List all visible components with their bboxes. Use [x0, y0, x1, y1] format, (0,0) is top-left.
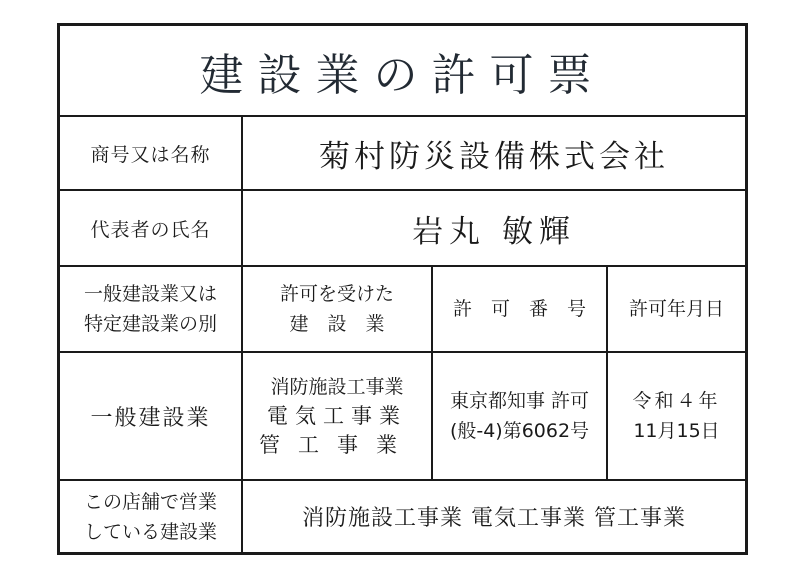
sign-title: 建設業の許可票	[199, 49, 606, 101]
permitted-works-list	[243, 353, 431, 479]
permit-number-line-2: (般-4)第6062号	[449, 420, 590, 442]
store-work-label	[60, 481, 241, 552]
permit-number-value	[433, 353, 606, 479]
company-name-value: 菊村防災設備株式会社	[319, 138, 669, 175]
permitted-work-item: 管工事業	[259, 433, 415, 457]
permitted-work-item: 消防施設工事業	[270, 376, 404, 398]
permit-category-value: 一般建設業	[90, 405, 211, 431]
permit-number-header: 許 可 番 号	[452, 298, 586, 320]
category-header-line-2: 特定建設業の別	[83, 313, 217, 335]
permitted-work-item: 電気工事業	[267, 404, 407, 428]
permit-number-line-1: 東京都知事 許可	[449, 390, 590, 412]
category-header-line-1: 一般建設業又は	[83, 283, 217, 305]
representative-value: 岩丸 敏輝	[412, 213, 576, 250]
store-work-label-line-2: している建設業	[83, 520, 217, 543]
permit-date-line-2: 11月15日	[633, 420, 720, 442]
permit-date-value	[608, 353, 745, 479]
company-name-label: 商号又は名称	[90, 143, 211, 166]
store-work-label-line-1: この店舗で営業	[83, 490, 217, 513]
permit-date-header: 許可年月日	[628, 298, 724, 320]
permitted-work-header	[243, 267, 431, 351]
representative-label: 代表者の氏名	[90, 218, 211, 241]
permitted-work-header-line-1: 許可を受けた	[279, 283, 394, 305]
permitted-work-header-line-2: 建 設 業	[289, 313, 385, 335]
store-work-value: 消防施設工事業 電気工事業 管工事業	[302, 506, 686, 531]
category-header	[60, 267, 241, 351]
permit-sign-board	[57, 23, 748, 555]
permit-date-line-1: 令和４年	[632, 390, 721, 412]
